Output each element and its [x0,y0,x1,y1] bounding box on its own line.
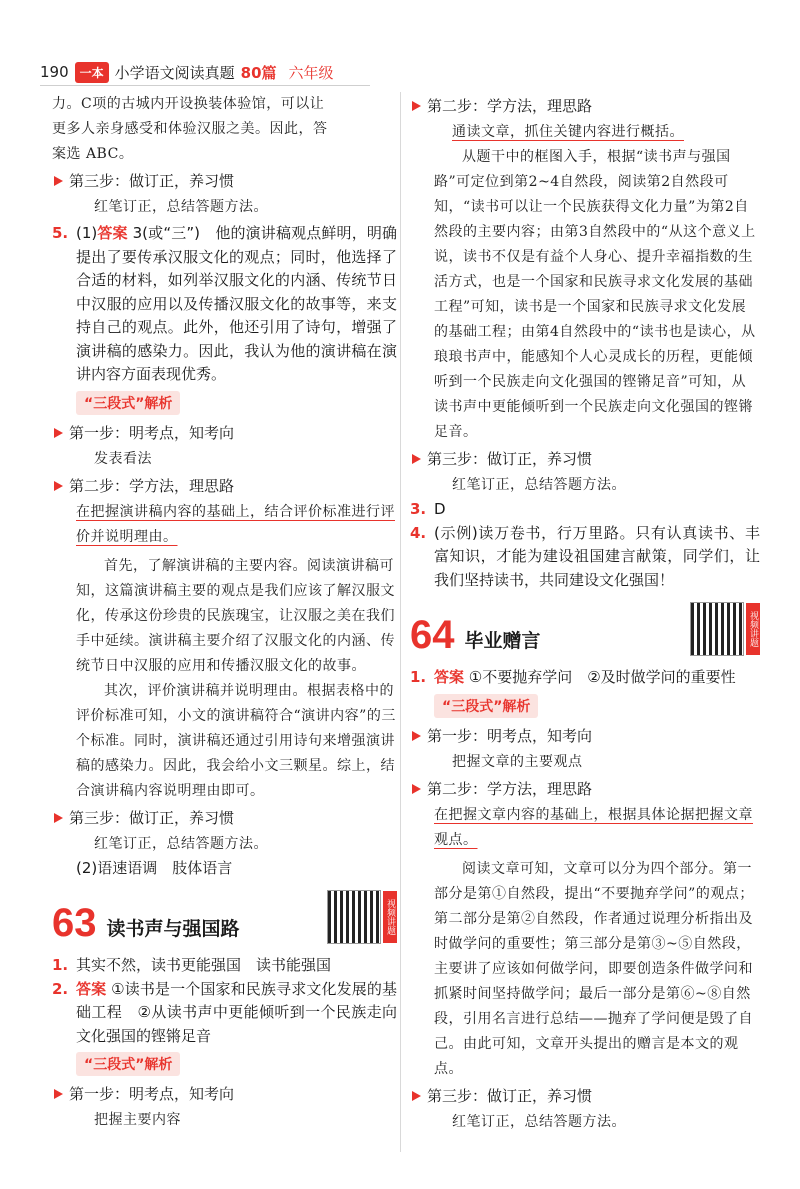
analysis-badge: “三段式”解析 [434,694,538,718]
arrow-icon [412,784,421,794]
step2-text: 在把握演讲稿内容的基础上，结合评价标准进行评价并说明理由。 [76,503,395,545]
section-title: 读书声与强国路 [106,918,240,940]
left-column [52,92,397,1133]
step3-heading: 第三步：做订正，养习惯 [52,167,397,195]
step2-heading: 第二步：学方法，理思路 [410,92,760,120]
question-1: 1. 答案 ①不要抛弃学问 ②及时做学问的重要性 [410,668,736,686]
analysis-paragraph-2: 阅读文章可知，文章可以分为四个部分。第一部分是第①自然段，提出“不要抛弃学问”的观点；第二部分是第②自然段，作者通过说理分析指出及时做学问的重要性；第三部分是第③~⑤自然段，主要讲了应该如何做学问，即要创造条件做学问和抓紧时间坚持做学问；最后一部分是第⑥~⑧自然段，引用名言进行总结——抛弃了学问便是毁了自己。由此可知，文章开头提出的赠言是本文的观点。 [434,860,754,1077]
qr-code-icon[interactable] [327,890,381,944]
section-number: 63 [52,901,97,945]
section-title: 毕业赠言 [464,630,541,652]
video-label: 视频讲题 [383,891,397,943]
video-label: 视频讲题 [746,603,760,655]
analysis-badge: “三段式”解析 [76,1052,180,1076]
step1b-text: 把握主要内容 [94,1112,181,1128]
arrow-icon [54,428,63,438]
question-1: 1. 其实不然，读书更能强国 读书能强国 [52,956,332,974]
step3b-text: 红笔订正，总结答题方法。 [94,835,268,852]
right-column [410,92,760,1135]
answer-label: 答案 [97,224,128,242]
question-4: 4. (示例)读万卷书，行万里路。只有认真读书、丰富知识，才能为建设祖国建言献策，同学们，让我们坚持读书，共同建设文化强国！ [410,523,760,589]
grade-label: 六年级 [288,63,334,82]
analysis-paragraph-1: 首先，了解演讲稿的主要内容。阅读演讲稿可知，这篇演讲稿主要的观点是我们应该了解汉服文化，传承这份珍贵的民族瑰宝，让汉服之美在我们手中延续。演讲稿主要介绍了汉服文化的内涵、传统节日中汉服的应用和传播汉服文化的故事。 [76,557,395,674]
section-63-header [52,890,397,944]
question-5: 5. (1)答案 3(或“三”) 他的演讲稿观点鲜明，明确提出了要传承汉服文化的观点；同时，他选择了合适的材料，如列举汉服文化的内涵、传统节日中汉服的应用以及传播汉服文化的故事等，来支持自己的观点。此外，他还引用了诗句，增强了演讲稿的感染力。因此，我认为他的演讲稿在演讲内容方面表现优秀。 [52,224,397,383]
arrow-icon [412,731,421,741]
arrow-icon [54,813,63,823]
step3b-heading: 第三步：做订正，养习惯 [52,804,397,832]
page-number: 190 [40,63,69,81]
answer-label: 答案 [434,668,465,686]
step2b-text: 在把握文章内容的基础上，根据具体论据把握文章观点。 [434,806,753,848]
arrow-icon [54,1089,63,1099]
book-count: 80篇 [240,63,277,82]
video-qr[interactable] [327,890,397,944]
step2-text: 通读文章，抓住关键内容进行概括。 [452,124,684,140]
question-5-part-2: (2)语速语调 肢体语言 [76,858,233,877]
step2-heading: 第二步：学方法，理思路 [52,472,397,500]
step1-heading: 第一步：明考点，知考向 [410,722,760,750]
step3-text: 红笔订正，总结答题方法。 [94,199,268,215]
arrow-icon [412,454,421,464]
section-64-header [410,602,760,656]
question-3: 3. D [410,500,446,518]
step3b-text: 红笔订正，总结答题方法。 [452,1113,626,1130]
step3b-heading: 第三步：做订正，养习惯 [410,1082,760,1110]
header-rule [40,85,370,86]
analysis-paragraph: 从题干中的框图入手，根据“读书声与强国路”可定位到第2~4自然段，阅读第2自然段可知，“读书可以让一个民族获得文化力量”为第2自然段的主要内容；由第3自然段中的“从这个意义上说，读书不仅是有益个人身心、提升幸福指数的生活方式，也是一个国家和民族寻求文化发展的基础工程”可知，读书是一个国家和民族寻求文化发展的基础工程；由第4自然段中的“读书也是读心，从琅琅书声中，能感知个人心灵成长的历程，更能倾听到一个民族走向文化强国的铿锵足音”可知，从读书声中更能倾听到一个民族走向文化强国的铿锵足音。 [434,149,756,440]
arrow-icon [54,176,63,186]
arrow-icon [412,1091,421,1101]
answer-label: 答案 [76,979,107,998]
step2b-heading: 第二步：学方法，理思路 [410,775,760,803]
qr-code-icon[interactable] [690,602,744,656]
section-number: 64 [410,613,455,657]
analysis-paragraph-2: 其次，评价演讲稿并说明理由。根据表格中的评价标准可知，小文的演讲稿符合“演讲内容”的三个标准。同时，演讲稿还通过引用诗句来增强演讲稿的感染力。因此，我会给小文三颗星。综上，结合演讲稿内容说明理由即可。 [76,682,396,799]
arrow-icon [54,481,63,491]
video-qr[interactable] [690,602,760,656]
question-2: 2. 答案 ①读书是一个国家和民族寻求文化发展的基础工程 ②从读书声中更能倾听到一个民族走向文化强国的铿锵足音 [52,979,397,1045]
arrow-icon [412,101,421,111]
step1-text: 把握文章的主要观点 [452,753,583,770]
analysis-badge: “三段式”解析 [76,391,180,415]
step1b-heading: 第一步：明考点，知考向 [52,1080,397,1108]
column-divider [400,92,401,1152]
book-title: 小学语文阅读真题 [114,63,235,82]
step1-heading: 第一步：明考点，知考向 [52,419,397,447]
step1-text: 发表看法 [94,450,152,467]
brand-logo: 一本 [75,62,109,83]
step3-text: 红笔订正，总结答题方法。 [452,477,626,493]
step3-heading: 第三步：做订正，养习惯 [410,445,760,473]
answer-continuation: 力。C项的古城内开设换装体验馆，可以让 更多人亲身感受和体验汉服之美。因此，答 案选 ABC。 [52,96,328,162]
page-header [40,58,334,86]
